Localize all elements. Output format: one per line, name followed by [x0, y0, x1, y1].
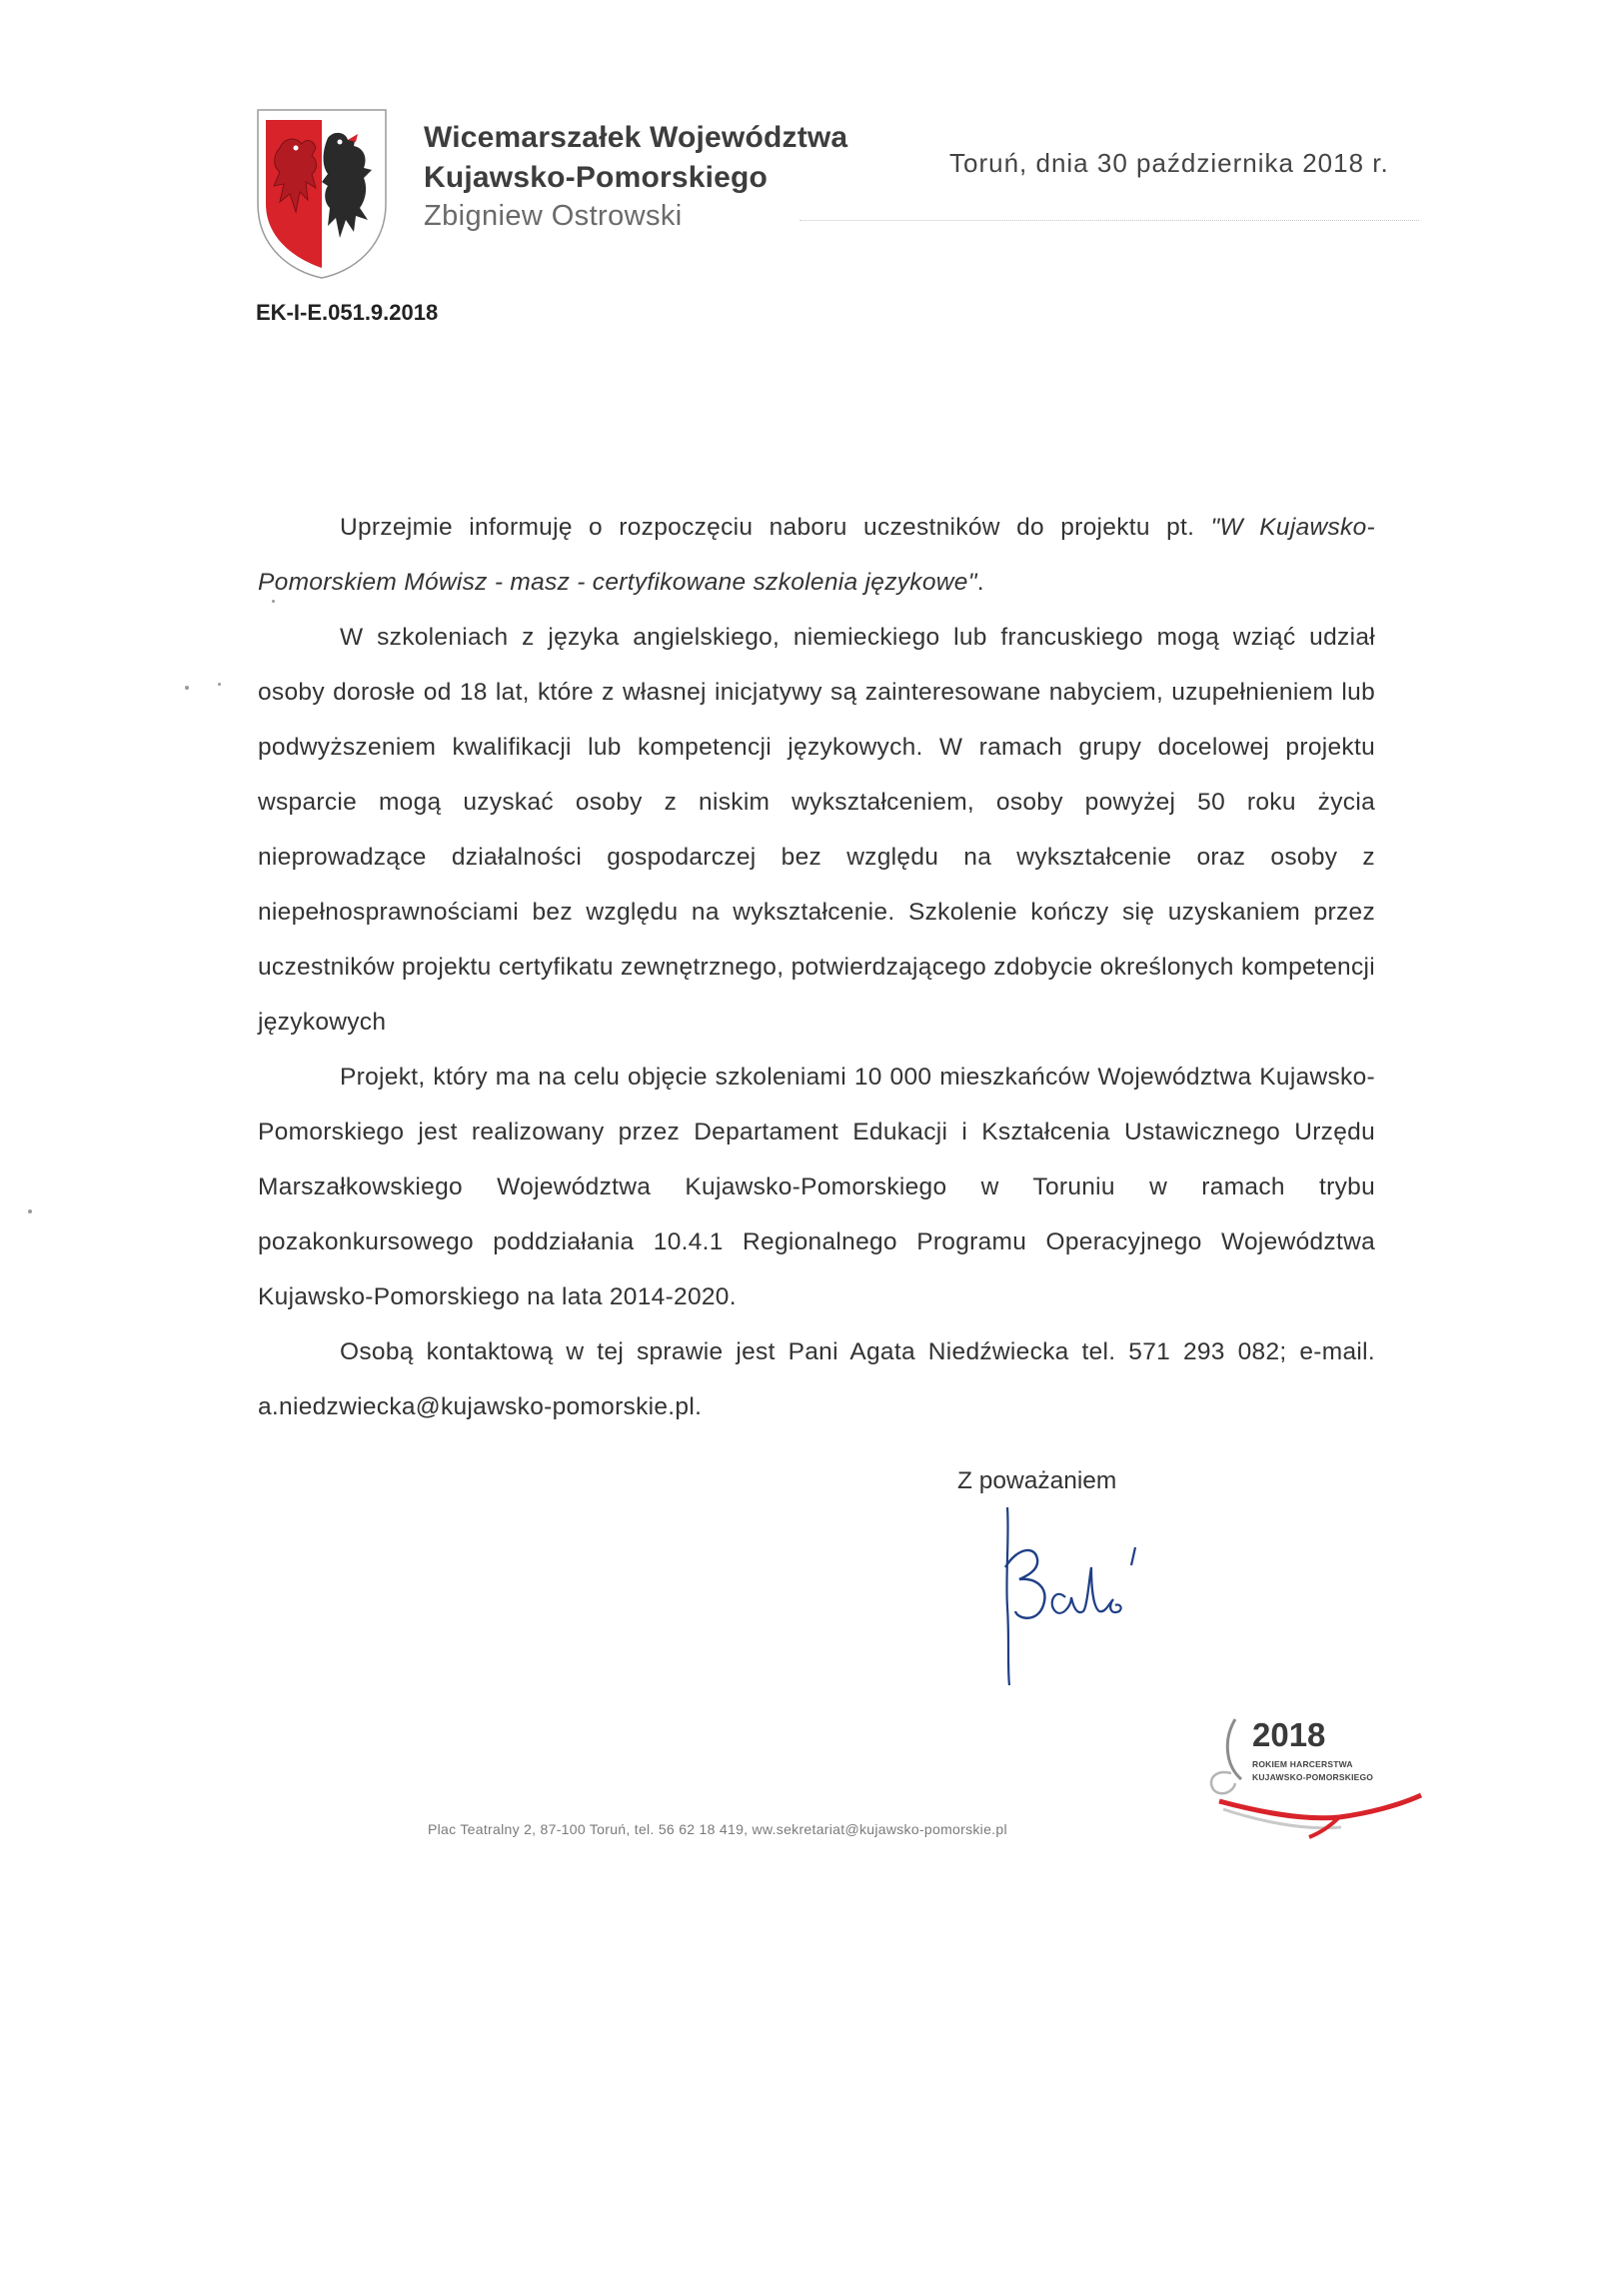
issuer-person: Zbigniew Ostrowski — [424, 200, 683, 232]
letter-date: Toruń, dnia 30 października 2018 r. — [949, 148, 1389, 178]
paragraph-1 — [258, 500, 1375, 610]
issuer-title-line2: Kujawsko-Pomorskiego — [424, 161, 769, 194]
scan-speck — [28, 1209, 32, 1213]
paragraph-3: Projekt, który ma na celu objęcie szkoleniami 10 000 mieszkańców Województwa Kujawsko-Pomorskiego jest realizowany przez Departament Edukacji i Kształcenia Ustawicznego Urzędu Marszałkowskiego Województwa Kujawsko-Pomorskiego w Toruniu w ramach trybu pozakonkursowego poddziałania 10.4.1 Regionalnego Programu Operacyjnego Województwa Kujawsko-Pomorskiego na lata 2014-2020. — [258, 1064, 1375, 1310]
emblem-caption-line1: ROKIEM HARCERSTWA — [1252, 1759, 1353, 1769]
issuer-title-line1: Wicemarszałek Województwa — [424, 121, 848, 154]
handwritten-signature-icon — [995, 1507, 1195, 1687]
closing-salutation: Z poważaniem — [957, 1467, 1117, 1494]
paragraph-1-end: . — [976, 569, 984, 596]
letter-body — [258, 500, 1375, 1434]
project-title: "W Kujawsko-Pomorskiem Mówisz - masz - certyfikowane szkolenia językowe" — [258, 514, 1375, 596]
paragraph-4: Osobą kontaktową w tej sprawie jest Pani Agata Niedźwiecka tel. 571 293 082; e-mail. a.niedzwiecka@kujawsko-pomorskie.pl. — [258, 1338, 1375, 1420]
scan-speck — [218, 683, 221, 686]
scan-speck — [185, 686, 189, 690]
signature — [995, 1507, 1195, 1687]
eagle-griffin-crest-icon — [256, 108, 388, 280]
paragraph-1-text: Uprzejmie informuję o rozpoczęciu naboru uczestników do projektu pt. — [340, 514, 1211, 541]
footer-address: Plac Teatralny 2, 87-100 Toruń, tel. 56 62 18 419, ww.sekretariat@kujawsko-pomorskie.pl — [428, 1821, 1007, 1837]
issuer-name — [424, 118, 847, 198]
emblem-year: 2018 — [1252, 1716, 1326, 1753]
paragraph-2: W szkoleniach z języka angielskiego, niemieckiego lub francuskiego mogą wziąć udział osoby dorosłe od 18 lat, które z własnej inicjatywy są zainteresowane nabyciem, uzupełnieniem lub podwyższeniem kwalifikacji lub kompetencji językowych. W ramach grupy docelowej projektu wsparcie mogą uzyskać osoby z niskim wykształceniem, osoby powyżej 50 roku życia nieprowadzące działalności gospodarczej bez względu na wykształcenie oraz osoby z niepełnosprawnościami bez względu na wykształcenie. Szkolenie kończy się uzyskaniem przez uczestników projektu certyfikatu zewnętrznego, potwierdzającego zdobycie określonych kompetencji językowych — [258, 624, 1375, 1036]
header-divider — [800, 220, 1419, 221]
scan-speck — [272, 600, 275, 603]
emblem-caption-line2: KUJAWSKO-POMORSKIEGO — [1252, 1772, 1374, 1782]
reference-number: EK-I-E.051.9.2018 — [256, 300, 439, 325]
crest-icon — [256, 108, 388, 280]
